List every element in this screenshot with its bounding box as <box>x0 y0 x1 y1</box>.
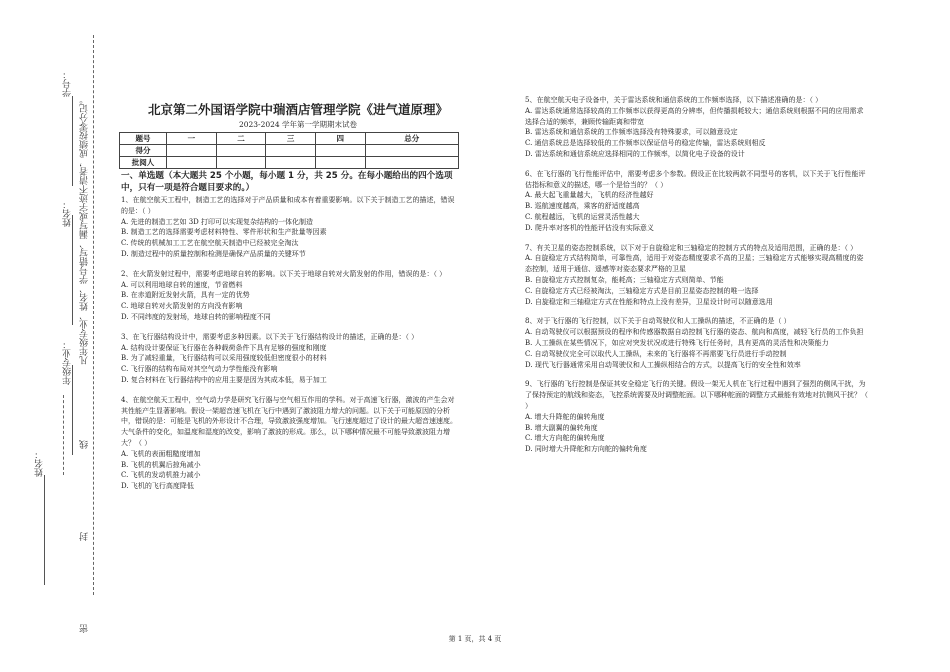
question <box>121 332 461 386</box>
score-row-label: 得分 <box>120 145 167 157</box>
school-label: 姓名： <box>35 450 45 477</box>
underline-1 <box>72 96 73 186</box>
answer-option: A. 先进的制造工艺如 3D 打印可以实现复杂结构的一体化制造 <box>121 217 314 226</box>
question <box>525 95 870 160</box>
answer-option: C. 通信系统总是选择较低的工作频率以保证信号的稳定传输，雷达系统则相反 <box>525 139 766 148</box>
question-stem: 5、在航空航天电子设备中，关于雷达系统和通信系统的工作频率选择，以下描述准确的是：（ ） <box>525 96 823 104</box>
score-cell <box>216 145 266 157</box>
cut-line-right <box>93 35 94 595</box>
answer-option: B. 巡航速度越高，乘客的舒适度越高 <box>525 202 640 211</box>
name-label: 姓名： <box>63 200 73 227</box>
seal-line-label: 密 封 线 <box>80 400 90 633</box>
score-header-cell: 一 <box>167 133 217 145</box>
answer-option: C. 传统的机械加工工艺在航空航天制造中已经被完全淘汰 <box>121 239 299 248</box>
answer-option: C. 飞机的发动机推力减小 <box>121 471 201 480</box>
question-stem: 7、有关卫星的姿态控制系统，以下对于自旋稳定和三轴稳定的控制方式的特点及适用范围，正确的是：（ ） <box>525 243 858 252</box>
underline-3 <box>72 365 73 455</box>
question <box>121 195 461 260</box>
grader-row-label: 批阅人 <box>120 157 167 169</box>
question-stem: 6、在飞行器的飞行性能评估中，需要考虑多个参数。假设正在比较两款不同型号的客机，以下关于飞行性能评估指标和意义的描述，哪一个是恰当的？（ ） <box>525 169 866 189</box>
answer-option: C. 航程越远，飞机的运营灵活性越大 <box>525 212 640 221</box>
grader-cell <box>266 157 316 169</box>
answer-option: D. 制造过程中的质量控制和检测是确保产品质量的关键环节 <box>121 249 306 258</box>
answer-option: A. 增大升降舵的偏转角度 <box>525 412 605 421</box>
answer-option: B. 为了减轻重量，飞行器结构可以采用强度较低但密度很小的材料 <box>121 354 327 363</box>
answer-option: C. 自旋稳定方式已经被淘汰，三轴稳定方式是目前卫星姿态控制的唯一选择 <box>525 286 759 295</box>
question-stem: 8、对于飞行器的飞行控制，以下关于自动驾驶仪和人工操纵的描述，不正确的是（ ） <box>525 317 791 326</box>
answer-option: D. 现代飞行器通常采用自动驾驶仪和人工操纵相结合的方式，以提高飞行的安全性和效率 <box>525 360 801 369</box>
answer-option: B. 雷达系统和通信系统的工作频率选择没有特殊要求，可以随意设定 <box>525 128 738 137</box>
answer-option: D. 雷达系统和通信系统应选择相同的工作频率，以简化电子设备的设计 <box>525 149 745 158</box>
answer-option: D. 爬升率对客机的性能评估没有实际意义 <box>525 223 654 232</box>
answer-option: D. 飞机的飞行高度降低 <box>121 482 194 491</box>
score-header-cell: 二 <box>216 133 266 145</box>
answer-option: B. 在赤道附近发射火箭，具有一定的优势 <box>121 291 250 300</box>
score-row <box>120 145 459 157</box>
answer-option: C. 自动驾驶仪完全可以取代人工操纵，未来的飞行器将不再需要飞行员进行手动控制 <box>525 349 787 358</box>
answer-option: D. 同时增大升降舵和方向舵的偏转角度 <box>525 445 647 454</box>
student-id-label: 学号： <box>63 70 73 97</box>
question <box>525 379 870 455</box>
answer-option: C. 增大方向舵的偏转角度 <box>525 434 605 443</box>
question <box>525 316 870 370</box>
answer-option: A. 可以利用地球自转的速度，节省燃料 <box>121 280 243 289</box>
question-stem: 4、在航空航天工程中，空气动力学是研究飞行器与空气相互作用的学科。对于高速飞行器，激波的产生会对其性能产生显著影响。假设一架超音速飞机在飞行中遇到了激波阻力增大的问题。以下关于可能原因的分析中，错误的是：可能是飞机的外形设计不合理，导致激波强度增加。飞行速度超过了设计的最大超音速速度。大气条件的变化，如温度和湿度的改变，影响了激波的形成。那么，以下哪种情况最不可能导致激波阻力增大？（ ） <box>121 395 457 447</box>
score-cell <box>167 145 217 157</box>
answer-option: A. 结构设计要保证飞行器在各种载荷条件下具有足够的强度和刚度 <box>121 343 327 352</box>
answer-option: B. 人工操纵在某些情况下，如应对突发状况或进行特殊飞行任务时，具有更高的灵活性和决策能力 <box>525 338 829 347</box>
answer-option: A. 飞机的表面粗糙度增加 <box>121 449 201 458</box>
answer-option: B. 制造工艺的选择需要考虑材料特性、零件形状和生产批量等因素 <box>121 228 327 237</box>
answer-option: C. 地球自转对火箭发射的方向没有影响 <box>121 302 243 311</box>
score-table-header-row <box>120 133 459 145</box>
score-header-cell: 四 <box>315 133 365 145</box>
answer-option: B. 增大副翼的偏转角度 <box>525 423 598 432</box>
grader-cell <box>365 157 459 169</box>
grader-cell <box>315 157 365 169</box>
question-stem: 9、飞行器的飞行控制是保证其安全稳定飞行的关键。假设一架无人机在飞行过程中遇到了强烈的侧风干扰，为了保持预定的航线和姿态，飞控系统需要及时调整舵面。以下哪种舵面的调整方式最能有效地对抗侧风干扰？（ ） <box>525 380 868 410</box>
grade-major-label: 年级专业： <box>63 340 73 385</box>
binding-notice: 凡年级专业、姓名、学号错写、漏写或字迹不清者，成绩按零分记。 <box>80 95 90 365</box>
page-number: 第 1 页，共 4 页 <box>448 635 502 643</box>
question-stem: 1、在航空航天工程中，制造工艺的选择对于产品质量和成本有着重要影响。以下关于制造工艺的描述，错误的是：（ ） <box>121 196 455 215</box>
grader-cell <box>216 157 266 169</box>
answer-option: A. 最大起飞重量越大，飞机的经济性越好 <box>525 191 654 200</box>
answer-option: D. 复合材料在飞行器结构中的应用主要是因为其成本低，易于加工 <box>121 375 327 384</box>
score-header-cell: 总分 <box>365 133 459 145</box>
exam-title: 北京第二外国语学院中瑞酒店管理学院《进气道原理》 <box>147 102 448 117</box>
score-cell <box>266 145 316 157</box>
binding-margin <box>0 0 110 672</box>
question <box>525 243 870 308</box>
score-header-cell: 三 <box>266 133 316 145</box>
question <box>121 395 461 492</box>
answer-option: D. 不同纬度的发射场，地球自转的影响程度不同 <box>121 312 271 321</box>
score-table <box>119 132 459 169</box>
exam-subtitle: 2023-2024 学年第一学期期末试卷 <box>238 120 358 129</box>
answer-option: A. 自动驾驶仪可以根据预设的程序和传感器数据自动控制飞行器的姿态、航向和高度，减轻飞行员的工作负担 <box>525 328 864 337</box>
answer-option: D. 自旋稳定和三轴稳定方式在性能和特点上没有差异，卫星设计时可以随意选用 <box>525 297 773 306</box>
section-1-heading: 一、单选题（本大题共 25 个小题，每小题 1 分，共 25 分。在每小题给出的四个选项中，只有一项是符合题目要求的。） <box>121 171 453 193</box>
answer-option: B. 自旋稳定方式控制复杂，能耗高；三轴稳定方式则简单、节能 <box>525 275 724 284</box>
grader-cell <box>167 157 217 169</box>
score-header-cell: 题号 <box>120 133 167 145</box>
question <box>525 169 870 234</box>
grader-row <box>120 157 459 169</box>
question-stem: 3、在飞行器结构设计中，需要考虑多种因素。以下关于飞行器结构设计的描述，正确的是：（ ） <box>121 332 419 341</box>
underline-4 <box>44 475 45 585</box>
question-stem: 2、在火箭发射过程中，需要考虑地球自转的影响。以下关于地球自转对火箭发射的作用，错误的是：（ ） <box>121 269 447 278</box>
cut-line-middle <box>63 395 64 475</box>
answer-option: A. 自旋稳定方式结构简单，可靠性高，适用于对姿态精度要求不高的卫星；三轴稳定方式能够实现高精度的姿态控制，适用于通信、遥感等对姿态要求严格的卫星 <box>525 254 864 274</box>
left-column <box>121 170 461 501</box>
right-column <box>525 95 870 464</box>
score-cell <box>365 145 459 157</box>
question <box>121 269 461 323</box>
underline-2 <box>72 215 73 325</box>
answer-option: A. 雷达系统通常选择较高的工作频率以获得更高的分辨率，但传播损耗较大；通信系统则根据不同的应用需求选择合适的频率，兼顾传输距离和带宽 <box>525 106 864 126</box>
answer-option: B. 飞机的机翼后掠角减小 <box>121 460 201 469</box>
score-cell <box>315 145 365 157</box>
answer-option: C. 飞行器的结构布局对其空气动力学性能没有影响 <box>121 365 278 374</box>
